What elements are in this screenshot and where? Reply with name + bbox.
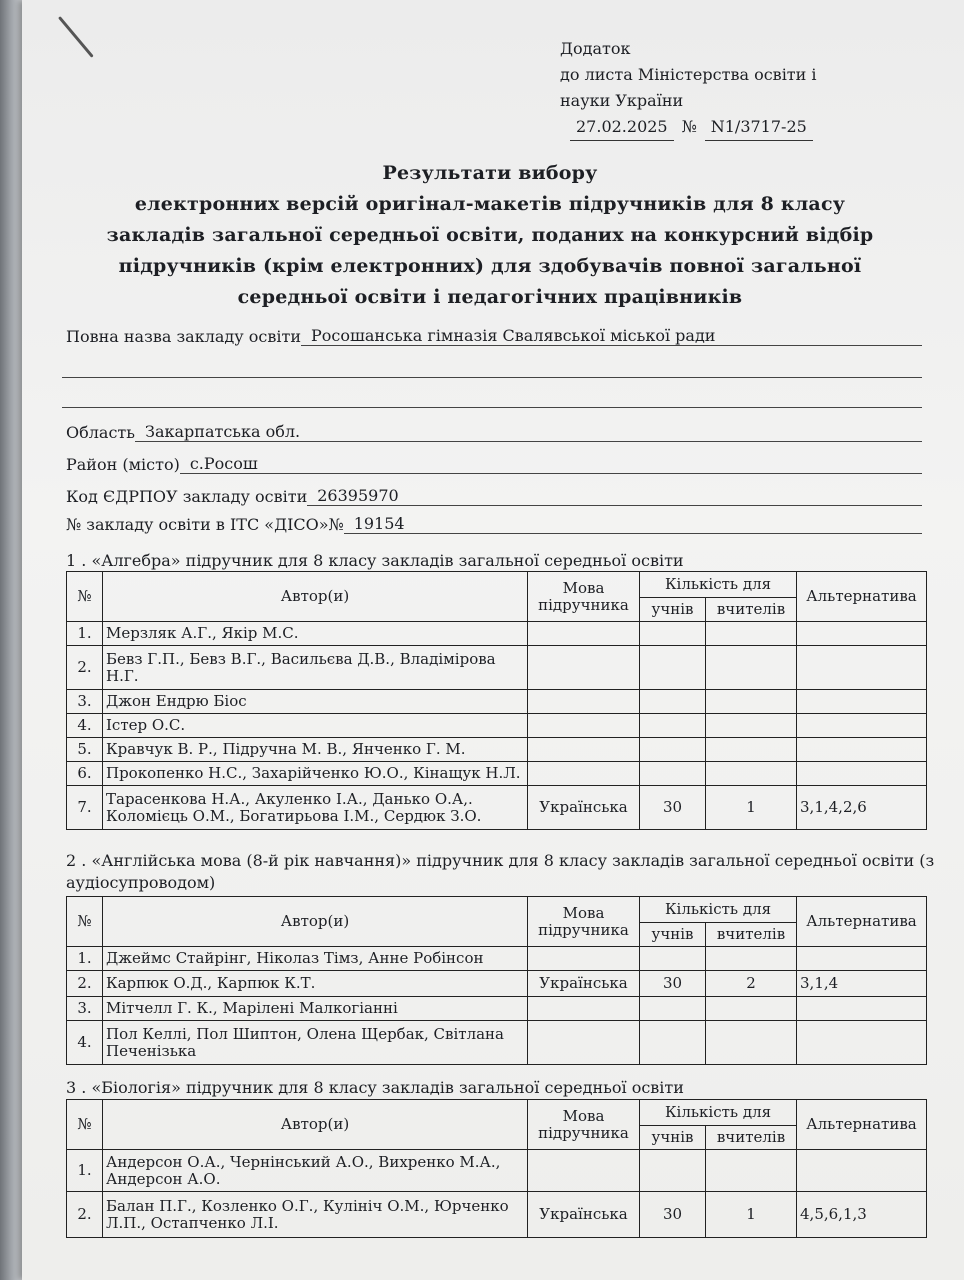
table-row [67,622,927,646]
row-alt [797,622,927,646]
table-row [67,1021,927,1065]
textbook-table [66,1099,927,1238]
field-label: Код ЄДРПОУ закладу освіти [66,487,308,506]
row-num: 4. [67,1021,103,1065]
row-num: 3. [67,997,103,1021]
table-row [67,1192,927,1238]
field-value: 19154 [344,514,922,534]
section-title: 2 . «Англійська мова (8-й рік навчання)» підручник для 8 класу закладів загальної середньої освіти (з аудіосупроводом) [66,851,935,892]
row-teachers [706,690,797,714]
row-author: Тарасенкова Н.А., Акуленко І.А., Данько О.А,. Коломієць О.М., Богатирьова І.М., Сердюк З.О. [103,786,528,830]
row-num: 5. [67,738,103,762]
row-students [640,947,706,971]
title-line: Результати вибору [382,162,598,184]
row-teachers: 1 [706,786,797,830]
addendum-line: науки України [560,91,684,110]
row-teachers [706,762,797,786]
row-lang [528,646,640,690]
row-alt [797,997,927,1021]
row-num: 1. [67,1150,103,1192]
header-students: учнів [640,1126,706,1150]
field-label: Повна назва закладу освіти [66,327,301,346]
row-students [640,646,706,690]
blank-line [62,407,922,408]
row-teachers [706,997,797,1021]
row-lang [528,997,640,1021]
row-students: 30 [640,786,706,830]
row-alt [797,947,927,971]
header-num: № [67,897,103,947]
row-teachers [706,714,797,738]
row-lang [528,738,640,762]
header-author: Автор(и) [103,897,528,947]
row-author: Андерсон О.А., Чернінський А.О., Вихренко М.А., Андерсон А.О. [103,1150,528,1192]
row-author: Мерзляк А.Г., Якір М.С. [103,622,528,646]
letter-date: 27.02.2025 [570,114,674,141]
header-num: № [67,572,103,622]
header-author: Автор(и) [103,1100,528,1150]
header-alt: Альтернатива [797,572,927,622]
textbook-table [66,896,927,1065]
table-row [67,971,927,997]
row-lang [528,1021,640,1065]
row-alt: 3,1,4 [797,971,927,997]
binder-edge [0,0,22,1280]
row-students [640,690,706,714]
header-lang: Мова підручника [528,572,640,622]
disco-field [66,510,922,534]
row-teachers: 2 [706,971,797,997]
row-teachers [706,1021,797,1065]
row-author: Джеймс Стайрінг, Ніколаз Тімз, Анне Робінсон [103,947,528,971]
field-label: Район (місто) [66,455,180,474]
field-value: с.Росош [180,454,922,474]
header-count: Кількість для [640,1100,797,1126]
header-alt: Альтернатива [797,1100,927,1150]
row-lang [528,947,640,971]
addendum-line: до листа Міністерства освіти і [560,65,817,84]
row-author: Бевз Г.П., Бевз В.Г., Васильєва Д.В., Владімірова Н.Г. [103,646,528,690]
row-num: 1. [67,622,103,646]
row-alt [797,714,927,738]
row-num: 4. [67,714,103,738]
field-value: 26395970 [307,486,922,506]
blank-line [62,377,922,378]
table-row [67,738,927,762]
table-row [67,1150,927,1192]
letter-number: N1/3717-25 [705,114,813,141]
row-alt [797,690,927,714]
header-count: Кількість для [640,897,797,923]
header-author: Автор(и) [103,572,528,622]
table-row [67,786,927,830]
row-students [640,622,706,646]
row-students [640,997,706,1021]
row-students [640,714,706,738]
title-line: електронних версій оригінал-макетів підручників для 8 класу [134,193,846,215]
row-alt [797,1021,927,1065]
number-sign: № [681,117,697,136]
row-alt: 4,5,6,1,3 [797,1192,927,1238]
row-lang: Українська [528,1192,640,1238]
row-num: 1. [67,947,103,971]
row-teachers [706,1150,797,1192]
document-title [40,158,940,313]
row-alt [797,738,927,762]
row-teachers [706,738,797,762]
row-lang [528,690,640,714]
row-lang [528,762,640,786]
section-title: 3 . «Біологія» підручник для 8 класу закладів загальної середньої освіти [66,1078,684,1097]
row-num: 2. [67,1192,103,1238]
row-alt [797,646,927,690]
row-lang: Українська [528,786,640,830]
title-line: підручників (крім електронних) для здобувачів повної загальної [118,255,862,277]
row-author: Балан П.Г., Козленко О.Г., Кулініч О.М., Юрченко Л.П., Остапченко Л.І. [103,1192,528,1238]
row-author: Пол Келлі, Пол Шиптон, Олена Щербак, Світлана Печенізька [103,1021,528,1065]
row-lang [528,622,640,646]
row-num: 6. [67,762,103,786]
row-lang [528,1150,640,1192]
header-teachers: вчителів [706,1126,797,1150]
row-num: 2. [67,646,103,690]
row-teachers [706,947,797,971]
row-author: Кравчук В. Р., Підручна М. В., Янченко Г. М. [103,738,528,762]
region-field [66,418,922,442]
addendum-block [560,36,817,141]
title-line: середньої освіти і педагогічних працівників [237,286,743,308]
row-teachers [706,646,797,690]
header-lang: Мова підручника [528,1100,640,1150]
row-lang [528,714,640,738]
addendum-line: Додаток [560,39,631,58]
table-row [67,646,927,690]
row-students [640,738,706,762]
row-lang: Українська [528,971,640,997]
district-field [66,450,922,474]
header-alt: Альтернатива [797,897,927,947]
header-num: № [67,1100,103,1150]
header-teachers: вчителів [706,598,797,622]
textbook-table [66,571,927,830]
header-count: Кількість для [640,572,797,598]
school-name-field [66,322,922,346]
row-teachers [706,622,797,646]
table-row [67,714,927,738]
row-author: Джон Ендрю Біос [103,690,528,714]
table-row [67,690,927,714]
row-students [640,762,706,786]
row-author: Мітчелл Г. К., Марілені Малкогіанні [103,997,528,1021]
table-row [67,997,927,1021]
row-author: Прокопенко Н.С., Захарійченко Ю.О., Кінащук Н.Л. [103,762,528,786]
header-students: учнів [640,598,706,622]
field-label: № закладу освіти в ІТС «ДІСО»№ [66,515,344,534]
row-students [640,1021,706,1065]
field-value: Росошанська гімназія Свалявської міської ради [301,326,922,346]
title-line: закладів загальної середньої освіти, поданих на конкурсний відбір [106,224,874,246]
letter-reference [560,114,817,141]
row-num: 3. [67,690,103,714]
row-students [640,1150,706,1192]
header-students: учнів [640,923,706,947]
table-row [67,947,927,971]
table-row [67,762,927,786]
row-students: 30 [640,1192,706,1238]
row-students: 30 [640,971,706,997]
header-lang: Мова підручника [528,897,640,947]
row-num: 7. [67,786,103,830]
section-title: 1 . «Алгебра» підручник для 8 класу закладів загальної середньої освіти [66,551,684,570]
row-alt [797,762,927,786]
edrpou-field [66,482,922,506]
row-teachers: 1 [706,1192,797,1238]
field-label: Область [66,423,135,442]
header-teachers: вчителів [706,923,797,947]
field-value: Закарпатська обл. [135,422,922,442]
row-author: Істер О.С. [103,714,528,738]
row-alt: 3,1,4,2,6 [797,786,927,830]
row-author: Карпюк О.Д., Карпюк К.Т. [103,971,528,997]
row-alt [797,1150,927,1192]
row-num: 2. [67,971,103,997]
